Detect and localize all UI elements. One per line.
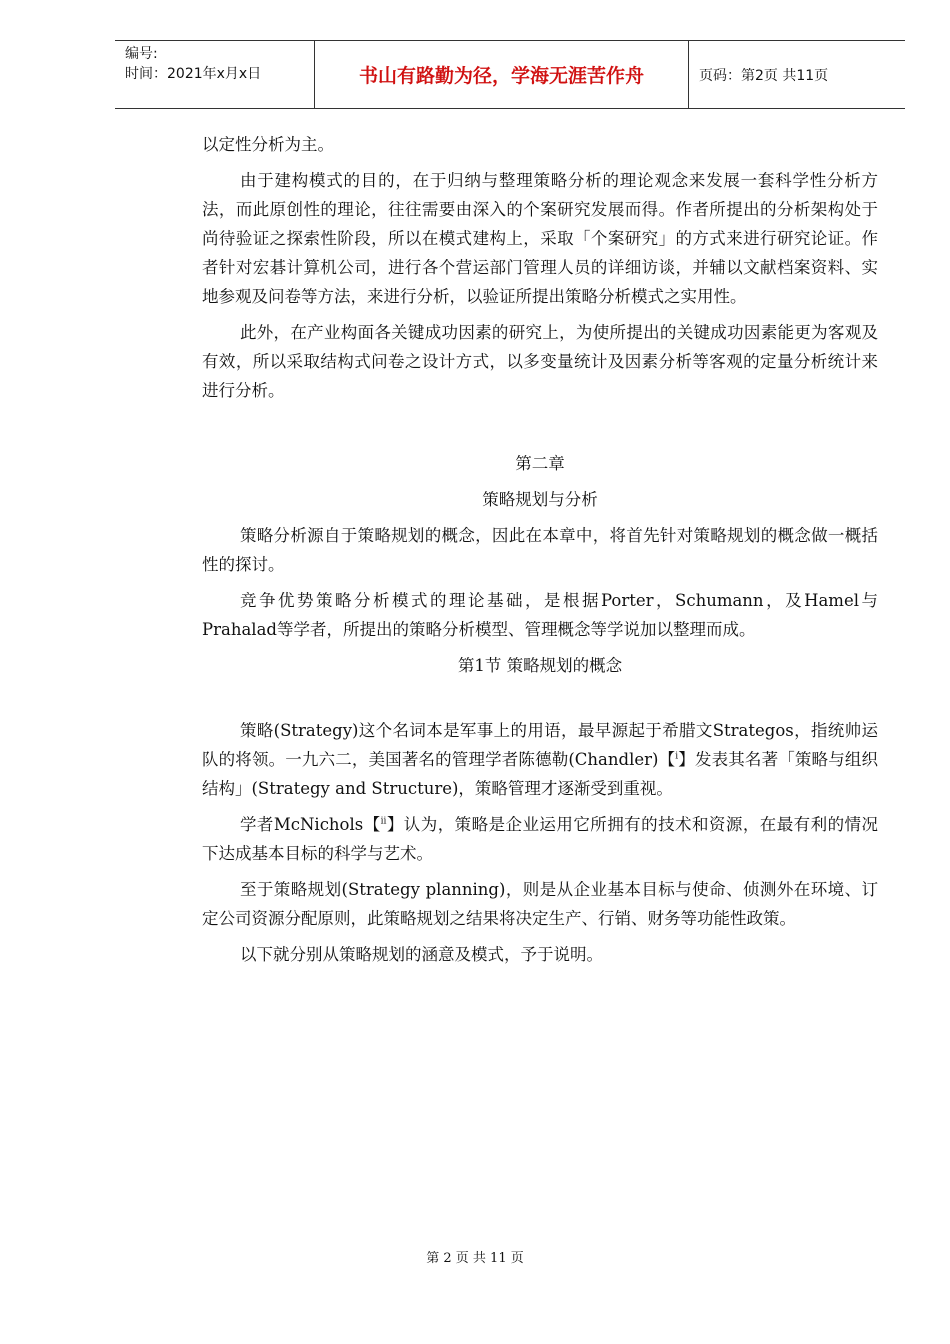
paragraph: 由于建构模式的目的，在于归纳与整理策略分析的理论观念来发展一套科学性分析方法，而此原创性的理论，往往需要由深入的个案研究发展而得。作者所提出的分析架构处于尚待验证之探索性阶段，所以在模式建构上，采取「个案研究」的方式来进行研究论证。作者针对宏碁计算机公司，进行各个营运部门管理人员的详细访谈，并辅以文献档案资料、实地参观及问卷等方法，来进行分析，以验证所提出策略分析模式之实用性。 [202, 171, 878, 306]
paragraph: 至于策略规划(Strategy planning)，则是从企业基本目标与使命、侦测外在环境、订定公司资源分配原则，此策略规划之结果将决定生产、行销、财务等功能性政策。 [202, 880, 878, 928]
paragraph: 以定性分析为主。 [202, 135, 334, 154]
footnote-ref[interactable]: ii [380, 816, 387, 827]
footnote-ref[interactable]: i [675, 751, 679, 762]
paragraph [202, 716, 878, 803]
header-motto: 书山有路勤为径，学海无涯苦作舟 [315, 41, 689, 108]
paragraph [202, 810, 878, 868]
document-body [202, 130, 878, 976]
paragraph: 以下就分别从策略规划的涵意及模式，予于说明。 [239, 945, 603, 964]
paragraph-text: 策略(Strategy)这个名词本是军事上的用语，最早源起于希腊文Strategos，指统帅运队的将领。一九六二，美国著名的管理学者陈德勒(Chandler)【 [202, 721, 878, 769]
paragraph-text: 学者McNichols【 [239, 815, 381, 834]
header-page-number: 页码：第2页 共11页 [699, 67, 829, 84]
paragraph: 竞争优势策略分析模式的理论基础，是根据Porter，Schumann，及Hamel与Prahalad等学者，所提出的策略分析模型、管理概念等学说加以整理而成。 [202, 591, 878, 639]
paragraph: 策略分析源自于策略规划的概念，因此在本章中，将首先针对策略规划的概念做一概括性的探讨。 [202, 526, 878, 574]
header-meta [115, 41, 315, 108]
paragraph-text: 】认为，策略是企业运用它所拥有的技术和资源，在最有利的情况下达成基本目标的科学与艺术。 [202, 815, 878, 863]
page-footer: 第 2 页 共 11 页 [426, 1251, 524, 1266]
paragraph-text: 】发表其名著「策略与组织结构」(Strategy and Structure)，策略管理才逐渐受到重视。 [202, 750, 878, 798]
page-header [115, 40, 905, 109]
time-label: 时间：2021年x月x日 [125, 66, 262, 82]
section-heading: 第1节 策略规划的概念 [457, 656, 623, 675]
chapter-title: 策略规划与分析 [482, 490, 598, 509]
number-label: 编号: [125, 46, 158, 62]
chapter-heading: 第二章 [515, 454, 565, 473]
paragraph: 此外，在产业构面各关键成功因素的研究上，为使所提出的关键成功因素能更为客观及有效，所以采取结构式问卷之设计方式，以多变量统计及因素分析等客观的定量分析统计来进行分析。 [202, 323, 878, 400]
